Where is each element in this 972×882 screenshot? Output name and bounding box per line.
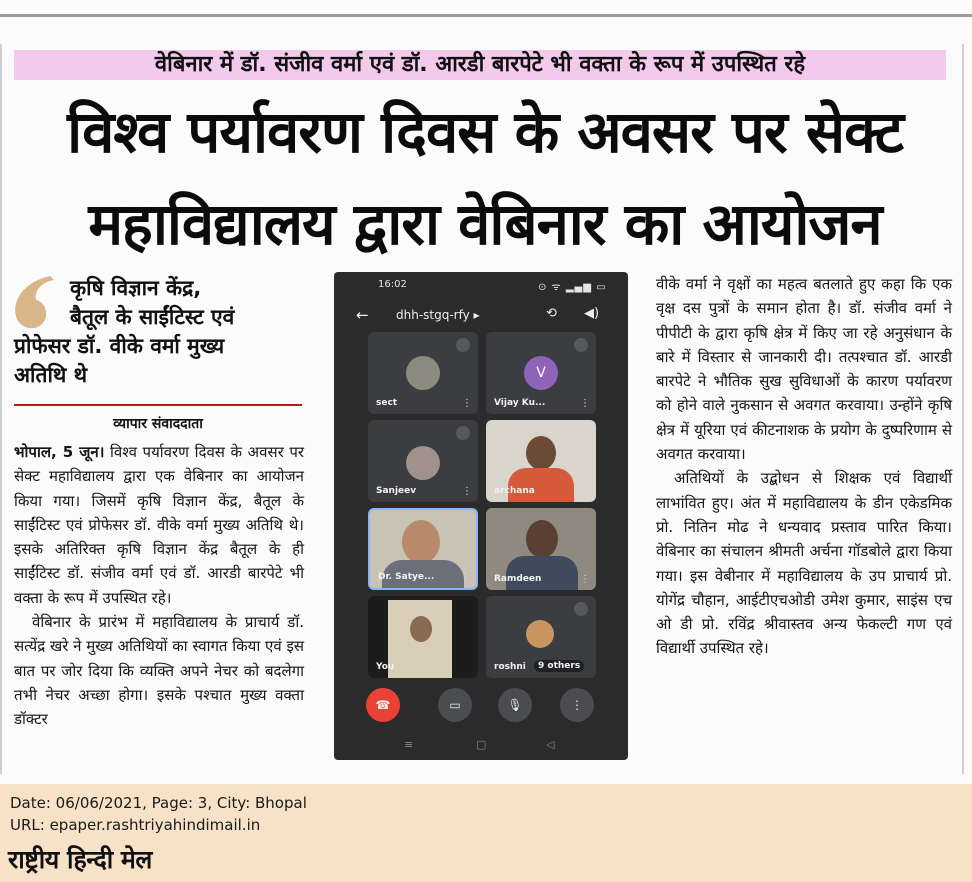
video-call-screenshot — [334, 272, 628, 760]
pull-quote-line-3: प्रोफेसर डॉ. वीके वर्मा मुख्य — [14, 334, 225, 358]
participant-video-tile — [486, 420, 596, 502]
mic-off-icon — [574, 602, 588, 616]
more-icon: ⋮ — [460, 572, 470, 583]
participant-name: archana — [494, 486, 535, 496]
headline — [10, 86, 960, 270]
participant-name: sect — [376, 398, 398, 408]
participant-face — [410, 616, 432, 642]
participant-name: Vijay Ku... — [494, 398, 546, 408]
clipping-url: URL: epaper.rashtriyahindimail.in — [10, 816, 261, 834]
byline: व्यापार संवाददाता — [113, 416, 203, 432]
top-rule — [0, 14, 972, 17]
active-speaker-tile — [368, 508, 478, 590]
menu-nav-icon[interactable]: ≡ — [404, 738, 414, 751]
speaker-icon: ◀) — [584, 306, 600, 321]
others-count: 9 others — [534, 660, 584, 672]
status-time: 16:02 — [378, 279, 407, 290]
more-icon: ⋮ — [580, 486, 590, 497]
mic-button[interactable]: 🎙 — [498, 688, 532, 722]
clipping-date-info: Date: 06/06/2021, Page: 3, City: Bhopal — [10, 794, 307, 812]
participant-avatar — [406, 446, 440, 480]
article-column-3 — [656, 272, 952, 661]
headline-line-1: विश्व पर्यावरण दिवस के अवसर पर सेक्ट — [67, 98, 903, 166]
back-nav-icon[interactable]: ◁ — [546, 738, 555, 751]
participant-name: roshni — [494, 662, 526, 672]
frame-right-rule — [962, 44, 964, 774]
pull-quote — [14, 274, 304, 390]
kicker-strap: वेबिनार में डॉ. संजीव वर्मा एवं डॉ. आरडी बारपेटे भी वक्ता के रूप में उपस्थित रहे — [14, 50, 946, 80]
mic-off-icon — [456, 426, 470, 440]
participant-tile — [486, 332, 596, 414]
android-nav-bar — [334, 734, 628, 758]
participant-name: Ramdeen — [494, 574, 542, 584]
newspaper-logo: राष्ट्रीय हिन्दी मेल — [8, 845, 152, 874]
participant-group-tile — [486, 596, 596, 678]
article-paragraph: अतिथियों के उद्बोधन से शिक्षक एवं विद्यार्थी लाभांवित हुए। अंत में महाविद्यालय के डीन एकेडमिक प्रो. नितिन मोढ ने धन्यवाद प्रस्ताव पारित किया। वेबिनार का संचालन श्रीमती अर्चना गॉडबोले द्वारा किया गया। इस वेबीनार में महाविद्यालय के उप प्राचार्य प्रो. योगेंद्र चौहान, आईटीएचओडी उमेश कुमार, साइंस एच ओ डी प्रो. रविंद्र श्रीवास्तव अन्य फेकल्टी गण एवं विद्यार्थी उपस्थित रहे। — [656, 469, 952, 658]
more-icon: ⋮ — [580, 574, 590, 585]
headline-line-2: महाविद्यालय द्वारा वेबिनार का आयोजन — [88, 190, 882, 258]
status-icons: ⊙ ᯤ ▂▄▆ ▭ — [538, 282, 607, 293]
participant-avatar — [406, 356, 440, 390]
more-icon: ⋮ — [462, 486, 472, 497]
participant-tile — [368, 332, 478, 414]
participant-tile — [368, 420, 478, 502]
article-paragraph: वेबिनार के प्रारंभ में महाविद्यालय के प्राचार्य डॉ. सत्येंद्र खरे ने मुख्य अतिथियों का स्वागत किया एवं इस बात पर जोर दिया कि व्यक्ति अपने नेचर को बदलेगा तभी नेचर अच्छा होगा। इसके पश्चात मुख्य वक्ता डॉक्टर — [14, 613, 304, 729]
pull-quote-line-2: बैतूल के साईंटिस्ट एवं — [70, 305, 235, 329]
participant-name: Dr. Satye... — [378, 572, 435, 582]
participant-face — [402, 520, 440, 564]
article-paragraph: भोपाल, 5 जून। विश्व पर्यावरण दिवस के अवसर पर सेक्ट महाविद्यालय द्वारा एक वेबिनार का आयोजन किया गया। जिसमें कृषि विज्ञान केंद्र, बैतूल के साईंटिस्ट एवं प्रोफेसर डॉ. वीके वर्मा मुख्य अतिथि थे। इसके अतिरिक्त कृषि विज्ञान केंद्र बैतूल के ही साईंटिस्ट डॉ. संजीव वर्मा एवं डॉ. आरडी बारपेटे भी वक्ता के रूप में उपस्थित रहे। — [14, 443, 304, 607]
self-view-tile — [368, 596, 478, 678]
clipping-footer — [0, 784, 972, 882]
participant-video-tile — [486, 508, 596, 590]
pull-quote-line-1: कृषि विज्ञान केंद्र, — [70, 276, 202, 300]
meeting-code: dhh-stgq-rfy ▸ — [396, 308, 480, 322]
participant-avatar — [526, 620, 554, 648]
dateline: भोपाल, 5 जून। — [14, 443, 105, 461]
article-paragraph: वीके वर्मा ने वृक्षों का महत्व बतलाते हुए कहा कि एक वृक्ष दस पुत्रों के समान होता है। डॉ. संजीव वर्मा ने पीपीटी के द्वारा कृषि क्षेत्र में किए जा रहे अनुसंधान के बारे में विस्तार से जानकारी दी। तत्पश्चात डॉ. आरडी बारपेटे ने भौतिक सुख सुविधाओं के कारण पर्यावरण को होने वाले नुकसान से अवगत करवाया। उन्होंने कृषि क्षेत्र में यूरिया एवं कीटनाशक के प्रयोग के दुष्परिणाम से अवगत करवाया। — [656, 275, 952, 464]
participant-face — [526, 520, 558, 558]
pull-quote-line-4: अतिथि थे — [14, 363, 88, 387]
mic-off-icon — [574, 338, 588, 352]
phone-status-bar — [334, 272, 628, 298]
mic-off-icon — [456, 338, 470, 352]
video-button[interactable]: ▭ — [438, 688, 472, 722]
article-column-1 — [14, 440, 304, 732]
more-icon: ⋮ — [580, 398, 590, 409]
participant-body — [506, 556, 578, 590]
participant-initial-avatar: V — [524, 356, 558, 390]
participant-body — [508, 468, 574, 502]
switch-camera-icon: ⟲ — [546, 306, 557, 321]
more-options-button[interactable]: ⋮ — [560, 688, 594, 722]
pull-quote-divider — [14, 404, 302, 406]
frame-left-rule — [0, 44, 2, 774]
participant-name: You — [376, 662, 395, 672]
home-nav-icon[interactable]: ▢ — [476, 738, 487, 751]
participant-face — [526, 436, 556, 470]
back-arrow-icon: ← — [356, 306, 369, 324]
end-call-button[interactable]: ☎ — [366, 688, 400, 722]
meeting-header — [334, 300, 628, 330]
more-icon: ⋮ — [462, 398, 472, 409]
participant-name: Sanjeev — [376, 486, 417, 496]
